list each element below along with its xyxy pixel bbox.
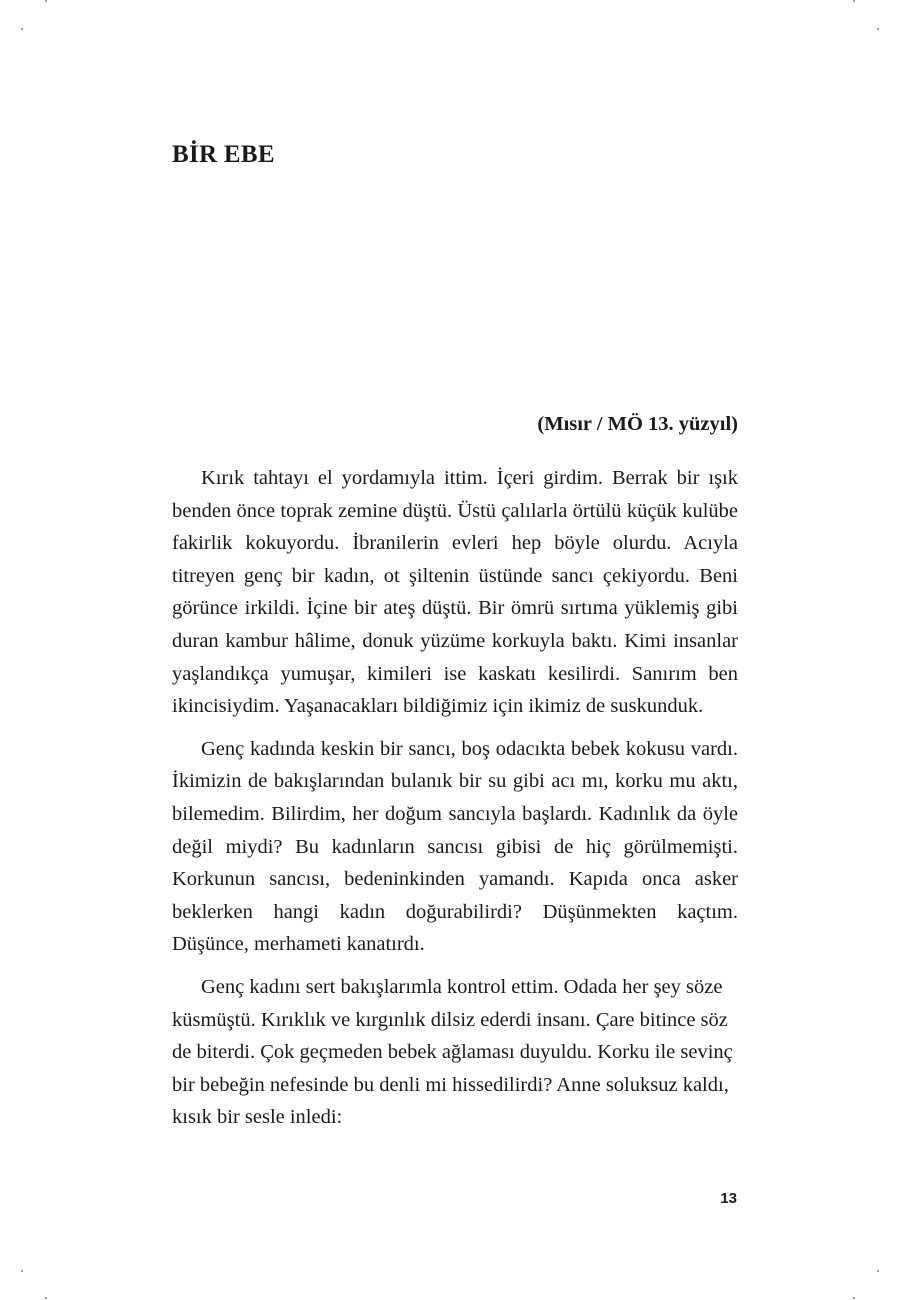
crop-mark-bottom-center-right bbox=[853, 1297, 855, 1299]
crop-mark-bottom-right bbox=[877, 1270, 879, 1272]
crop-mark-top-left bbox=[21, 28, 23, 30]
crop-mark-top-center-left bbox=[45, 0, 47, 2]
crop-mark-bottom-left bbox=[21, 1270, 23, 1272]
paragraph-2: Genç kadında keskin bir sancı, boş odacıkta bebek kokusu vardı. İkimizin de bakışlarından bulanık bir su gibi acı mı, korku mu aktı, bilemedim. Bilirdim, her doğum sancıyla başlardı. Kadınlık da öyle değil miydi? Bu kadınların sancısı gibisi de hiç görülmemişti. Korkunun sancısı, bedeninkinden yamandı. Kapıda onca asker beklerken hangi kadın doğurabilirdi? Düşünmekten kaçtım. Düşünce, merhameti kanatırdı. bbox=[172, 737, 738, 956]
chapter-title: BİR EBE bbox=[172, 141, 275, 168]
body-text bbox=[172, 462, 738, 1144]
paragraph-1: Kırık tahtayı el yordamıyla ittim. İçeri girdim. Berrak bir ışık benden önce toprak zemine düştü. Üstü çalılarla örtülü küçük kulübe fakirlik kokuyordu. İbranilerin evleri hep böyle olurdu. Acıyla titreyen genç bir kadın, ot şiltenin üstünde sancı çekiyordu. Beni görünce irkildi. İçine bir ateş düştü. Bir ömrü sırtıma yüklemiş gibi duran kambur hâlime, donuk yüzüme korkuyla baktı. Kimi insanlar yaşlandıkça yumuşar, kimileri ise kaskatı kesilirdi. Sanırım ben ikincisiydim. Yaşanacakları bildiğimiz için ikimiz de suskunduk. bbox=[172, 467, 738, 718]
crop-mark-top-center-right bbox=[853, 0, 855, 2]
chapter-subtitle: (Mısır / MÖ 13. yüzyıl) bbox=[537, 413, 738, 435]
paragraph-3: Genç kadını sert bakışlarımla kontrol ettim. Odada her şey söze küsmüştü. Kırıklık ve kırgınlık dilsiz ederdi insanı. Çare bitince söz de biterdi. Çok geçmeden bebek ağlaması duyuldu. Korku ile sevinç bir bebeğin nefesinde bu denli mi hissedilirdi? Anne soluksuz kaldı, kısık bir sesle inledi: bbox=[172, 975, 733, 1129]
crop-mark-bottom-center-left bbox=[45, 1297, 47, 1299]
crop-mark-top-right bbox=[877, 28, 879, 30]
page-number: 13 bbox=[720, 1190, 737, 1207]
